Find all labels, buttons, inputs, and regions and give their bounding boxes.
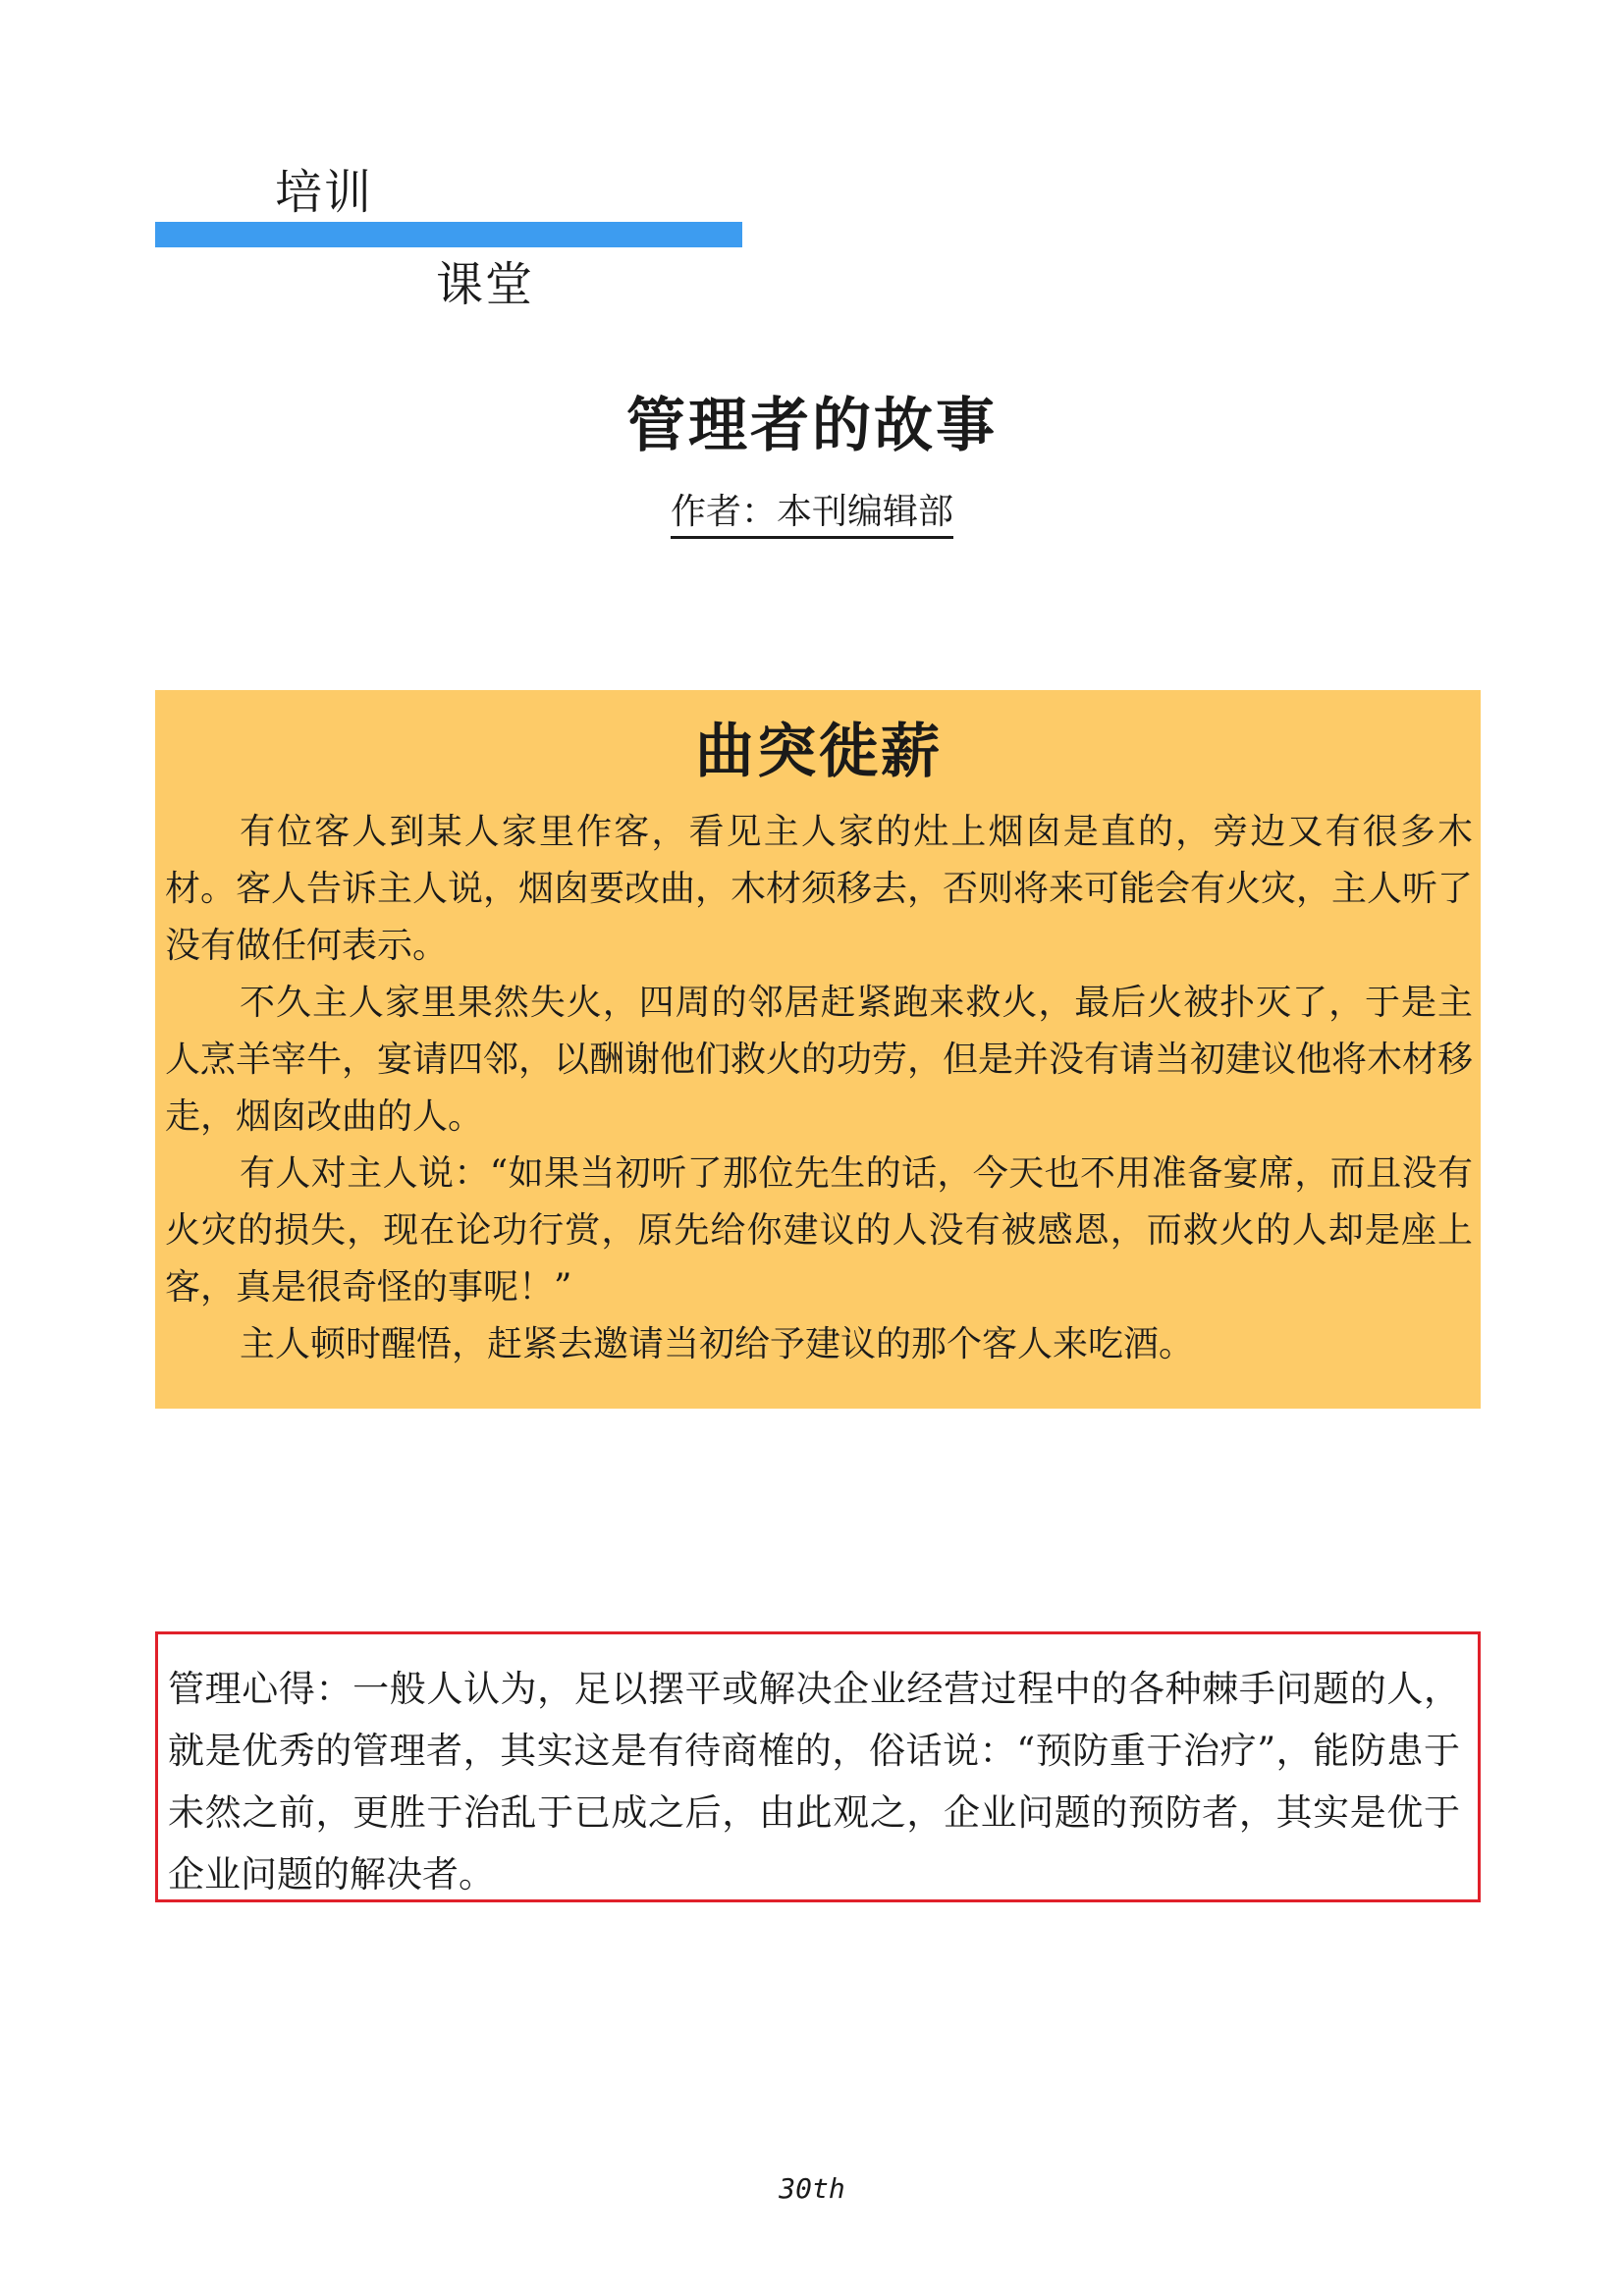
story-box (155, 690, 1481, 1409)
insight-box (155, 1631, 1481, 1902)
section-tag-bottom: 课堂 (436, 257, 535, 312)
byline-text: 作者：本刊编辑部 (671, 492, 953, 539)
page-number: 30th (779, 2172, 845, 2205)
page-title: 管理者的故事 (626, 392, 998, 460)
story-paragraph: 不久主人家里果然失火，四周的邻居赶紧跑来救火，最后火被扑灭了，于是主人烹羊宰牛，宴请四邻，以酬谢他们救火的功劳，但是并没有请当初建议他将木材移走，烟囱改曲的人。 (165, 983, 1474, 1137)
story-paragraph: 有位客人到某人家里作客，看见主人家的灶上烟囱是直的，旁边又有很多木材。客人告诉主人说，烟囱要改曲，木材须移去，否则将来可能会有火灾，主人听了没有做任何表示。 (165, 812, 1474, 966)
byline (0, 491, 1624, 534)
story-paragraph: 有人对主人说：“如果当初听了那位先生的话，今天也不用准备宴席，而且没有火灾的损失，现在论功行赏，原先给你建议的人没有被感恩，而救火的人却是座上客，真是很奇怪的事呢！” (165, 1153, 1473, 1308)
insight-text: 管理心得：一般人认为，足以摆平或解决企业经营过程中的各种棘手问题的人，就是优秀的管理者，其实这是有待商榷的，俗话说：“预防重于治疗”，能防患于未然之前，更胜于治乱于已成之后，由此观之，企业问题的预防者，其实是优于企业问题的解决者。 (168, 1668, 1460, 1896)
story-paragraph: 主人顿时醒悟，赶紧去邀请当初给予建议的那个客人来吃酒。 (240, 1324, 1195, 1364)
section-tag-top: 培训 (275, 165, 374, 220)
story-title: 曲突徙薪 (695, 718, 943, 786)
section-accent-bar (155, 222, 742, 247)
